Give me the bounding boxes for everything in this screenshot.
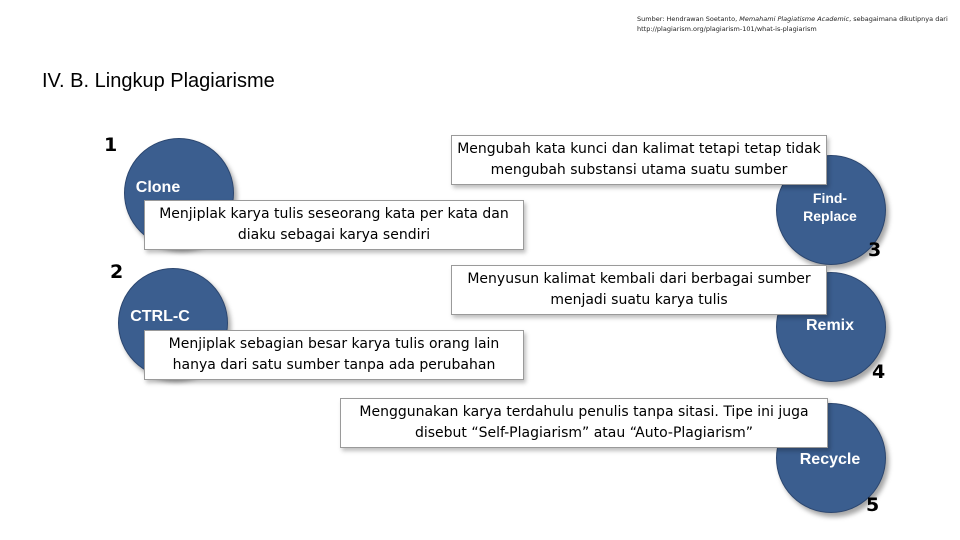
number-2: 2 — [110, 261, 124, 283]
circle-label-recycle: Recycle — [799, 451, 861, 468]
source-prefix: Sumber: Hendrawan Soetanto, — [637, 15, 738, 23]
source-citation — [637, 14, 957, 34]
description-ctrl-c: Menjiplak sebagian besar karya tulis orang lain hanya dari satu sumber tanpa ada perubahan — [144, 330, 524, 380]
circle-label-clone: Clone — [135, 179, 181, 196]
circle-label-ctrl-c: CTRL-C — [130, 308, 190, 325]
description-find-replace: Mengubah kata kunci dan kalimat tetapi tetap tidak mengubah substansi utama suatu sumber — [451, 135, 827, 185]
number-3: 3 — [868, 239, 882, 261]
source-suffix: , sebagaimana dikutipnya dari http://plagiarism.org/plagiarism-101/what-is-plagiarism — [637, 15, 948, 33]
description-clone: Menjiplak karya tulis seseorang kata per kata dan diaku sebagai karya sendiri — [144, 200, 524, 250]
description-remix: Menyusun kalimat kembali dari berbagai sumber menjadi suatu karya tulis — [451, 265, 827, 315]
page-title: IV. B. Lingkup Plagiarisme — [42, 70, 275, 92]
description-recycle: Menggunakan karya terdahulu penulis tanpa sitasi. Tipe ini juga disebut “Self-Plagiarism” atau “Auto-Plagiarism” — [340, 398, 828, 448]
circle-label-remix: Remix — [805, 317, 855, 334]
number-1: 1 — [104, 134, 118, 156]
number-5: 5 — [866, 494, 880, 516]
source-title: Memahami Plagiatisme Academic — [739, 15, 850, 23]
number-4: 4 — [872, 361, 886, 383]
circle-label-find-replace: Find-Replace — [803, 190, 857, 224]
